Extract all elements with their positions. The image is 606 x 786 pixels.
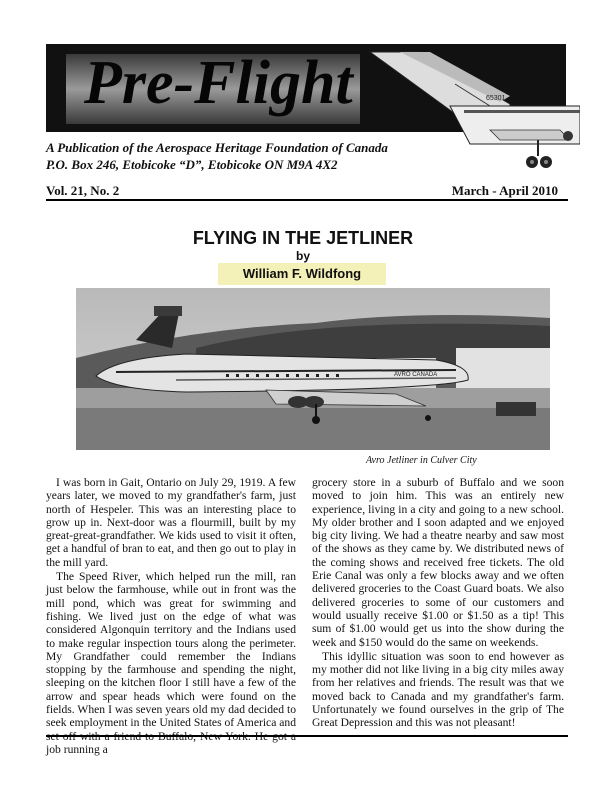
publication-line: A Publication of the Aerospace Heritage Foundation of Canada	[46, 140, 388, 155]
byline-by: by	[295, 249, 310, 263]
article-title: FLYING IN THE JETLINER	[192, 228, 414, 248]
paragraph: This idyllic situation was soon to end however as my mother did not like living in a big city miles away from her relatives and friends. The result was that we moved back to Canada and my grandfather's farm. Unfortunately we found ourselves in the grip of The Great Depression and this was not pleasant!	[312, 649, 564, 730]
jetliner-tail-illustration	[360, 44, 580, 174]
issue-date: March - April 2010	[451, 183, 558, 198]
jetliner-photo	[76, 288, 550, 450]
volume-number: Vol. 21, No. 2	[46, 183, 120, 198]
address-line: P.O. Box 246, Etobicoke “D”, Etobicoke ON M9A 4X2	[46, 157, 338, 172]
article-column-left	[46, 476, 296, 756]
plane-registration: 65301	[486, 95, 506, 102]
paragraph: The Speed River, which helped run the mill, ran just below the farmhouse, while out in front was the mill pond, which was great for swimming and fishing. We lived just on the edge of what was considered Algonquin territory and the Indians used to make regular inspection tours along the perimeter. My Grandfather could remember the Indians stopping by the farmhouse and spending the night, sleeping on the kitchen floor I still have a few of the arrow and spear heads which were found on the fields. When I was seven years old my dad decided to seek employment in the United States of America and job running a	[46, 570, 296, 756]
masthead-title: Pre-Flight	[84, 49, 353, 117]
header-rule	[46, 199, 568, 201]
paragraph: grocery store in a suburb of Buffalo and we soon moved to join him. This was an entirely new experience, living in a city and going to a new school. My older brother and I soon adapted and we enjoyed big city living. We had a theatre nearby and saw most of the shows as they came by. We distributed news of the coming shows and received free tickets. The old Erie Canal was only a few blocks away and we often delivered groceries to the Coast Guard boats. We also delivered groceries to some of our customers and would usually receive $1.00 or $1.50 as a tip! This sum of $1.00 would get us into the show during the week and $150 would do the same on weekends.	[312, 476, 564, 649]
paragraph: I was born in Gait, Ontario on July 29, 1919. A few years later, we moved to my grandfather's farm, just north of Hespeler. This was an interesting place to grow up in. Next-door was a flourmill, built by my great-great-grandfather. We kids used to visit it often, get a handful of bran to eat, and then go out to play in the mill yard.	[46, 476, 296, 569]
footer-rule	[46, 735, 568, 737]
author-name: William F. Wildfong	[218, 263, 386, 285]
aircraft-livery-text: AVRO CANADA	[394, 372, 438, 378]
article-column-right	[312, 476, 564, 730]
photo-caption: Avro Jetliner in Culver City	[366, 455, 477, 466]
